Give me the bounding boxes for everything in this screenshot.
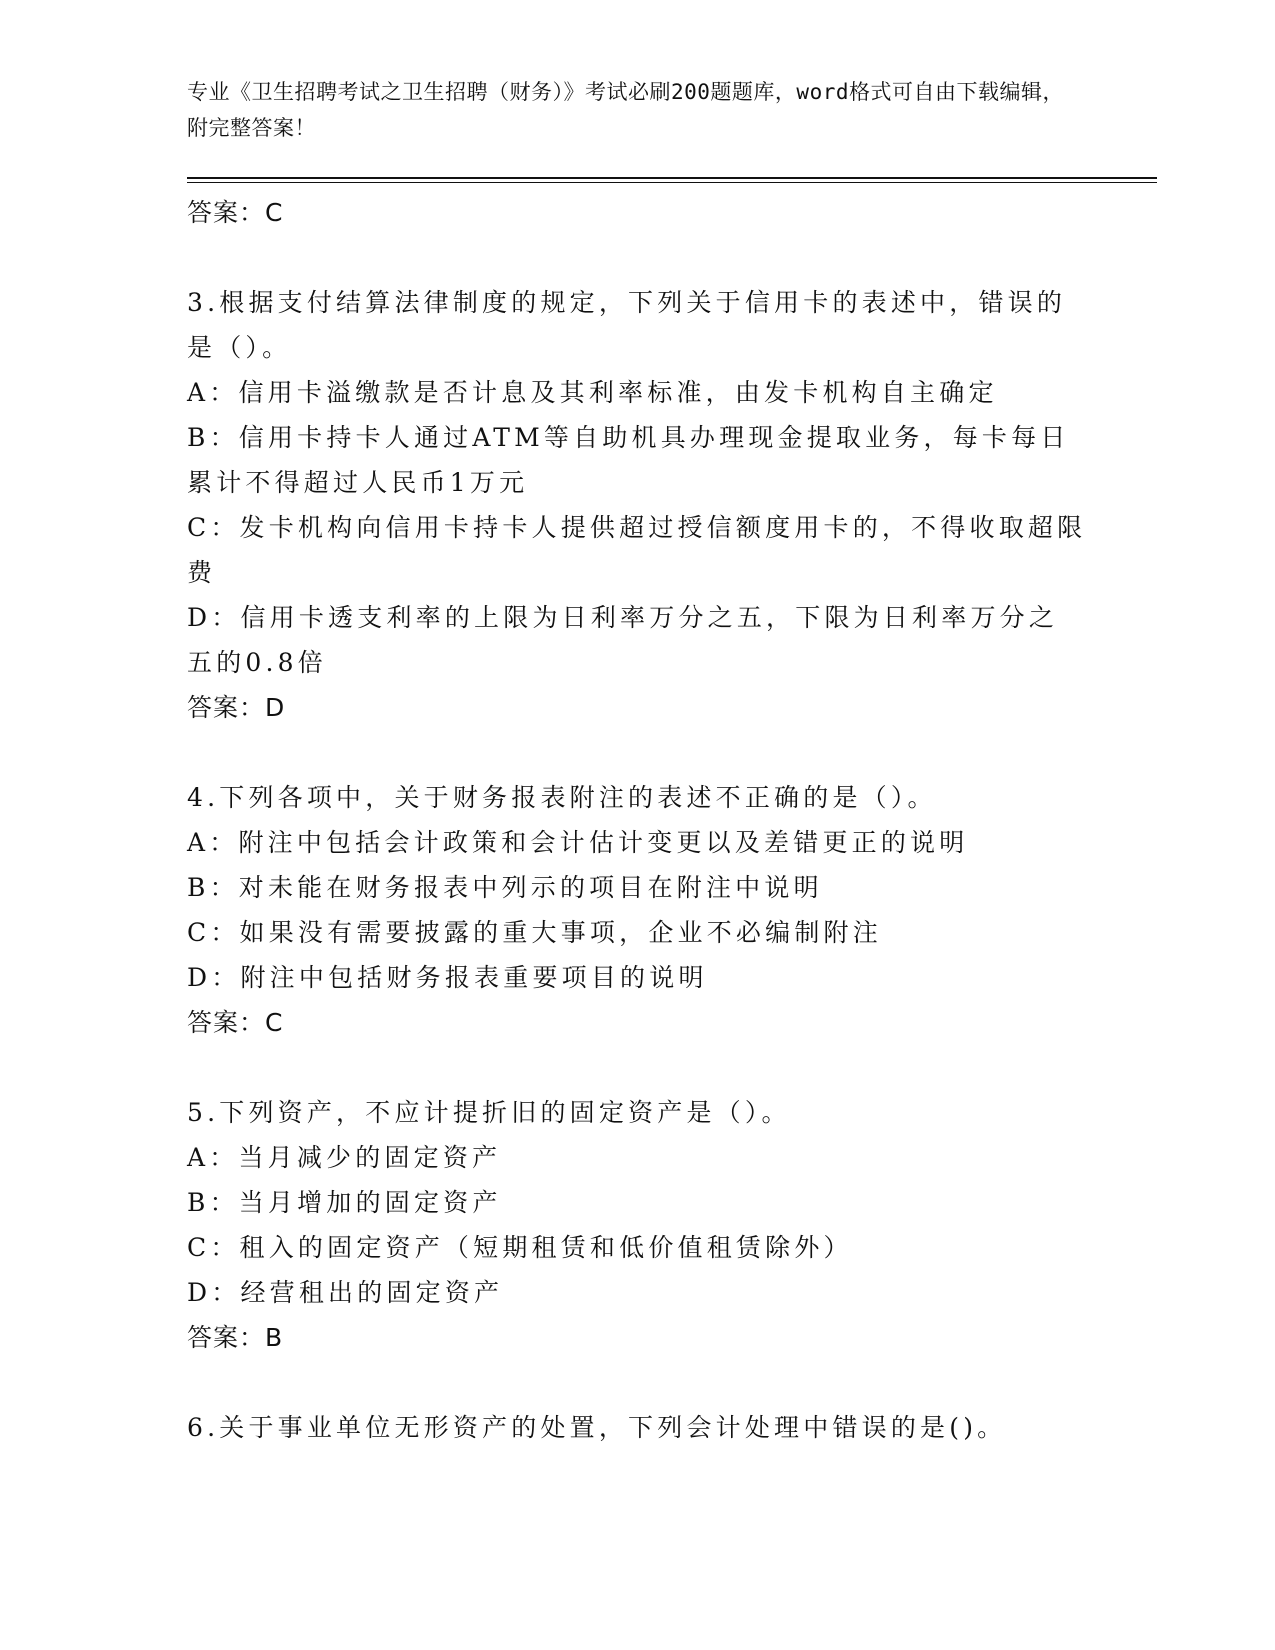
question-text: 4.下列各项中，关于财务报表附注的表述不正确的是（）。: [187, 783, 937, 812]
header-rule-thick: [187, 177, 1157, 179]
spacer: [187, 1360, 1087, 1405]
option-d: D：经营租出的固定资产: [187, 1278, 504, 1307]
answer-line: 答案：D: [187, 693, 286, 722]
header-rule-thin: [187, 182, 1157, 183]
answer-line: 答案：C: [187, 1008, 284, 1037]
answer-line: 答案：C: [187, 198, 284, 227]
option-c: C：租入的固定资产（短期租赁和低价值租赁除外）: [187, 1233, 853, 1262]
option-b: B：当月增加的固定资产: [187, 1188, 502, 1217]
question-block: [187, 1090, 1087, 1360]
option-b: B：对未能在财务报表中列示的项目在附注中说明: [187, 873, 823, 902]
question-text: 3.根据支付结算法律制度的规定，下列关于信用卡的表述中，错误的是（）。: [187, 288, 1067, 362]
option-d: D：附注中包括财务报表重要项目的说明: [187, 963, 708, 992]
question-block: [187, 1405, 1087, 1450]
option-c: C：如果没有需要披露的重大事项，企业不必编制附注: [187, 918, 882, 947]
option-a: A：信用卡溢缴款是否计息及其利率标准，由发卡机构自主确定: [187, 378, 998, 407]
option-c: C：发卡机构向信用卡持卡人提供超过授信额度用卡的，不得收取超限费: [187, 513, 1087, 587]
spacer: [187, 235, 1087, 280]
question-text: 5.下列资产，不应计提折旧的固定资产是（）。: [187, 1098, 791, 1127]
option-d: D：信用卡透支利率的上限为日利率万分之五，下限为日利率万分之五的0.8倍: [187, 603, 1059, 677]
document-intro: 专业《卫生招聘考试之卫生招聘（财务）》考试必刷200题题库，word格式可自由下载编辑，附完整答案！: [187, 80, 1064, 140]
question-block: [187, 280, 1087, 730]
option-a: A：附注中包括会计政策和会计估计变更以及差错更正的说明: [187, 828, 969, 857]
spacer: [187, 730, 1087, 775]
question-text: 6.关于事业单位无形资产的处置，下列会计处理中错误的是()。: [187, 1413, 1007, 1442]
answer-line: 答案：B: [187, 1323, 284, 1352]
option-a: A：当月减少的固定资产: [187, 1143, 502, 1172]
spacer: [187, 1045, 1087, 1090]
question-block: [187, 775, 1087, 1045]
question-list: [187, 190, 1087, 1450]
option-b: B：信用卡持卡人通过ATM等自助机具办理现金提取业务，每卡每日累计不得超过人民币1万元: [187, 423, 1070, 497]
